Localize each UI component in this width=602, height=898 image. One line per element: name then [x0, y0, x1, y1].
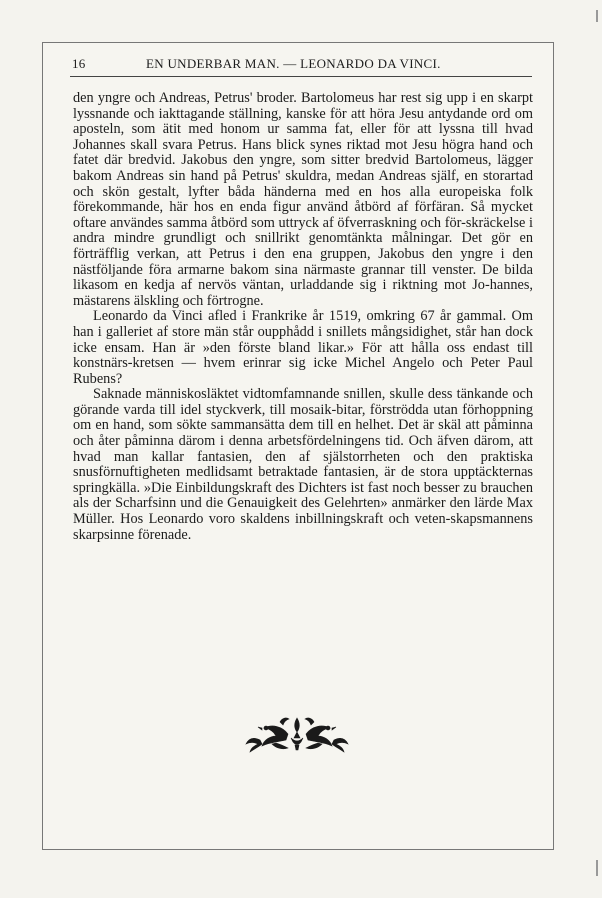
paragraph-genius: Saknade människosläktet vidtomfamnande snillen, skulle dess tänkande och görande varda till idel styckverk, till mosaik-bitar, förströdda utan förhoppning om en hand, som sökte sammansätta dem till en helhet. Det är skäl att påminna och åter påminna därom i denna arbetsfördelningens tid. Och äfven därom, att hvad man kallar fantasien, den af själstorrheten och den praktiska snusförnuftigheten medlidsamt betraktade fantasien, är de stora upptäckternas springkälla. »Die Einbildungskraft des Dichters ist fast noch besser zu brauchen als der Scharfsinn und die Genauigkeit des Gelehrten» anmärker den lärde Max Müller. Hos Leonardo voro skaldens inbillningskraft och veten-skapsmannens skarpsinne förenade. — [73, 386, 533, 543]
page-header — [72, 56, 532, 74]
scan-edge-mark-bottom — [596, 860, 598, 876]
running-head: EN UNDERBAR MAN. — LEONARDO DA VINCI. — [146, 56, 441, 71]
body-text — [73, 91, 533, 543]
scan-edge-mark-top — [596, 10, 598, 22]
floral-bird-vignette-icon — [242, 714, 352, 754]
page-number: 16 — [72, 56, 86, 71]
header-rule — [70, 76, 532, 77]
paragraph-continued: den yngre och Andreas, Petrus' broder. Bartolomeus har rest sig upp i en skarpt lyssnande och iakttagande ställning, kanske för att höra Jesu antydande ord om aposteln, som ätit med honom ur samma fat, eller för att lyssna till hvad Johannes skall svara Petrus. Hans blick synes riktad mot Jesu högra hand och fatet där bredvid. Jakobus den yngre, som sitter bredvid Bartolomeus, lägger bakom Andreas sin hand på Petrus' skuldra, medan Andreas själf, en storartad och skön gestalt, lyfter båda händerna med en hos alla europeiska folk förekommande, här hos en enda figur använd åtbörd af förfäran. Så mycket oftare användes samma åtbörd som uttryck af öfverraskning och för-skräckelse i andra mindre grundligt och snillrikt genomtänkta målningar. Det gör en förträfflig verkan, att Petrus i den ena gruppen, Jakobus den yngre i den nästföljande föra armarne bakom sina närmaste grannar till venster. De bilda likasom en kedja af nervös väntan, urladdande sig i riktning mot Jo-hannes, mästarens älskling och förtrogne. — [73, 90, 533, 309]
paragraph-leonardo-death: Leonardo da Vinci afled i Frankrike år 1519, omkring 67 år gammal. Om han i galleriet af store män står oupphådd i snillets mångsidighet, står han dock icke ensam. Han är »den förste bland likar.» För att hålla oss endast till konstnärs-kretsen — hvem erinrar sig icke Michel Angelo och Peter Paul Rubens? — [73, 308, 533, 387]
